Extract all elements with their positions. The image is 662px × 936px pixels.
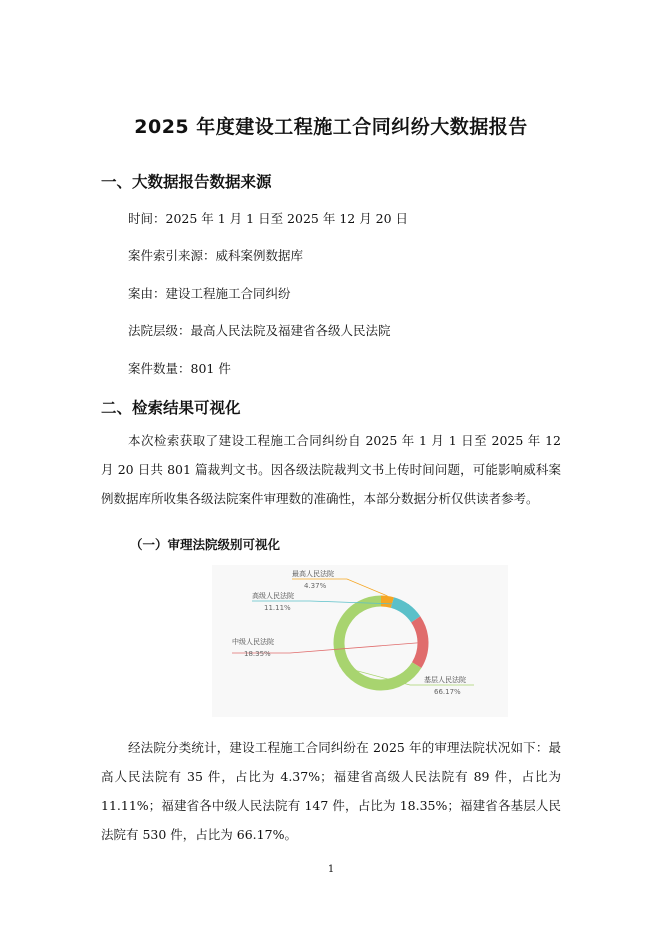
slice-label-intermediate: 中级人民法院 [232,638,274,646]
slice-label-high: 高级人民法院 [252,592,294,600]
section-1-heading: 一、大数据报告数据来源 [101,173,272,191]
slice-percent-supreme: 4.37% [304,582,327,590]
meta-court-level: 法院层级：最高人民法院及福建省各级人民法院 [128,323,391,338]
report-title: 2025 年度建设工程施工合同纠纷大数据报告 [134,116,528,138]
slice-percent-high: 11.11% [264,604,291,612]
slice-label-basic: 基层人民法院 [424,676,466,684]
subsection-heading: （一）审理法院级别可视化 [130,537,281,552]
slice-percent-basic: 66.17% [434,688,461,696]
summary-paragraph: 经法院分类统计，建设工程施工合同纠纷在 2025 年的审理法院状况如下：最高人民法院有 35 件，占比为 4.37%；福建省高级人民法院有 89 件，占比为 11.11%；福建省各中级人民法院有 147 件，占比为 18.35%；福建省各基层人民法院有 530 件，占比为 66.17%。 [101,740,561,842]
meta-source: 案件索引来源：威科案例数据库 [128,248,304,263]
intro-paragraph: 本次检索获取了建设工程施工合同纠纷自 2025 年 1 月 1 日至 2025 年 12 月 20 日共 801 篇裁判文书。因各级法院裁判文书上传时间问题，可能影响威科案例数据库所收集各级法院案件审理数的准确性，本部分数据分析仅供读者参考。 [101,433,561,506]
page-number: 1 [327,864,335,875]
slice-percent-intermediate: 18.35% [244,650,271,658]
section-2-heading: 二、检索结果可视化 [101,399,241,417]
donut-slice-high [392,603,415,620]
meta-cause: 案由：建设工程施工合同纠纷 [128,286,291,301]
meta-case-count: 案件数量：801 件 [128,361,231,376]
donut-chart-svg [212,565,508,717]
donut-slice-supreme [381,601,392,603]
slice-label-supreme: 最高人民法院 [292,570,334,578]
court-level-donut-chart [212,565,508,717]
meta-time: 时间：2025 年 1 月 1 日至 2025 年 12 月 20 日 [128,211,409,226]
